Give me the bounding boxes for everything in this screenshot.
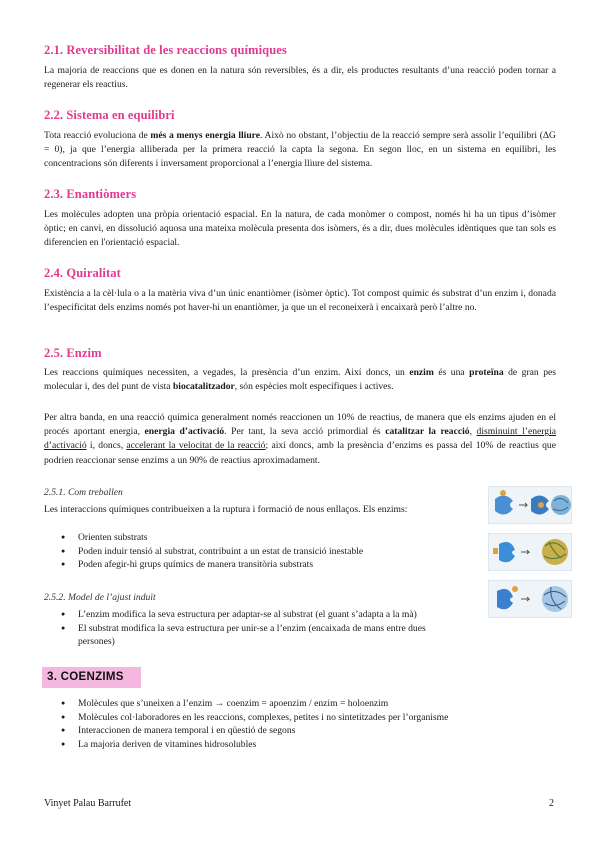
list-item: ● Molècules que s’uneixen a l’enzim → coenzim = apoenzim / enzim = holoenzim: [44, 697, 448, 711]
list-item: ● Molècules col·laboradores en les reaccions, complexes, petites i no sintetitzades per l’organisme: [44, 711, 448, 725]
heading-com-treballen: 2.5.1. Com treballen: [44, 487, 123, 498]
heading-reversibilitat: 2.1. Reversibilitat de les reaccions químiques: [44, 43, 287, 57]
list-item: ● Interaccionen de manera temporal i en qüestió de segons: [44, 724, 448, 738]
list-item: ● L’enzim modifica la seva estructura per adaptar-se al substrat (el guant s’adapta a la mà): [44, 608, 454, 622]
paragraph-quiralitat: Existència a la cèl·lula o a la matèria viva d’un únic enantiòmer (isòmer òptic). Tot compost químic és substrat d’un enzim i, donada l’especificitat dels enzims només pot haver-hi un enantiòmer, ja que un el reconeixerà i encaixarà però l’altre no.: [44, 288, 556, 314]
paragraph-enantiomers: Les molècules adopten una pròpia orientació espacial. En la natura, de cada monòmer o compost, només hi ha un tipus d’isòmer òptic; en canvi, en dissolució aquosa una mateixa molècula presenta dos isòmers, és a dir, dues molècules idèntiques que tan sols es diferencien en l'orientació espacial.: [44, 209, 556, 249]
list-coenzims: [44, 697, 448, 751]
heading-equilibri: 2.2. Sistema en equilibri: [44, 108, 175, 122]
paragraph-com-treballen: Les interaccions químiques contribueixen a la ruptura i formació de nous enllaços. Els enzims:: [44, 504, 408, 515]
enzyme-substrate-figure-2: [488, 533, 572, 571]
paragraph-enzim-2: Per altra banda, en una reacció química generalment només reaccionen un 10% de reactius, de manera que els enzims ajuden en el procés aportant energia, energia d’activació. Per tant, la seva acció primordial és catalitzar la reacció, disminuint l’energia d’activació i, doncs, accelerant la velocitat de la reacció; així doncs, amb la presència d’enzims es passa del 10% de reactius que podrien reaccionar sense enzims a un 90% de reactius aproximadament.: [44, 412, 557, 466]
paragraph-reversibilitat: La majoria de reaccions que es donen en la natura són reversibles, és a dir, els productes resultants d’una reacció poden tornar a regenerar els reactius.: [44, 65, 556, 91]
list-item: ● Orienten substrats: [44, 531, 363, 545]
list-item: ● La majoria deriven de vitamines hidrosolubles: [44, 738, 448, 752]
enzyme-substrate-figure-1: [488, 486, 572, 524]
list-item: ● El substrat modifica la seva estructura per unir-se a l’enzim (encaixada de mans entre dues persones): [44, 622, 454, 649]
list-item: ● Poden induir tensió al substrat, contribuint a un estat de transició inestable: [44, 545, 363, 559]
heading-enantiomers: 2.3. Enantiòmers: [44, 187, 137, 201]
footer-page-number: 2: [549, 798, 554, 809]
list-ajust-induit: [44, 608, 454, 649]
enzyme-substrate-figure-3: [488, 580, 572, 618]
paragraph-enzim-1: Les reaccions químiques necessiten, a vegades, la presència d’un enzim. Així doncs, un enzim és una proteïna de gran pes molecular i, des del punt de vista biocatalitzador, són espècies molt específiques i actives.: [44, 367, 556, 393]
list-com-treballen: [44, 531, 363, 572]
list-item: ● Poden afegir-hi grups químics de manera transitòria substrats: [44, 558, 363, 572]
heading-coenzims: 3. COENZIMS: [42, 667, 141, 688]
heading-ajust-induit: 2.5.2. Model de l’ajust induït: [44, 592, 156, 603]
heading-enzim: 2.5. Enzim: [44, 346, 102, 360]
paragraph-equilibri: Tota reacció evoluciona de més a menys energia lliure. Això no obstant, l’objectiu de la reacció sempre serà assolir l’equilibri (ΔG = 0), ja que l’energia alliberada per la primera reacció la capta la segona. En segon lloc, en un sistema en equilibri, les concentracions són diferents i inversament proporcional a l’energia lliure del sistema.: [44, 130, 556, 170]
footer-author: Vinyet Palau Barrufet: [44, 798, 132, 809]
heading-quiralitat: 2.4. Quiralitat: [44, 266, 121, 280]
